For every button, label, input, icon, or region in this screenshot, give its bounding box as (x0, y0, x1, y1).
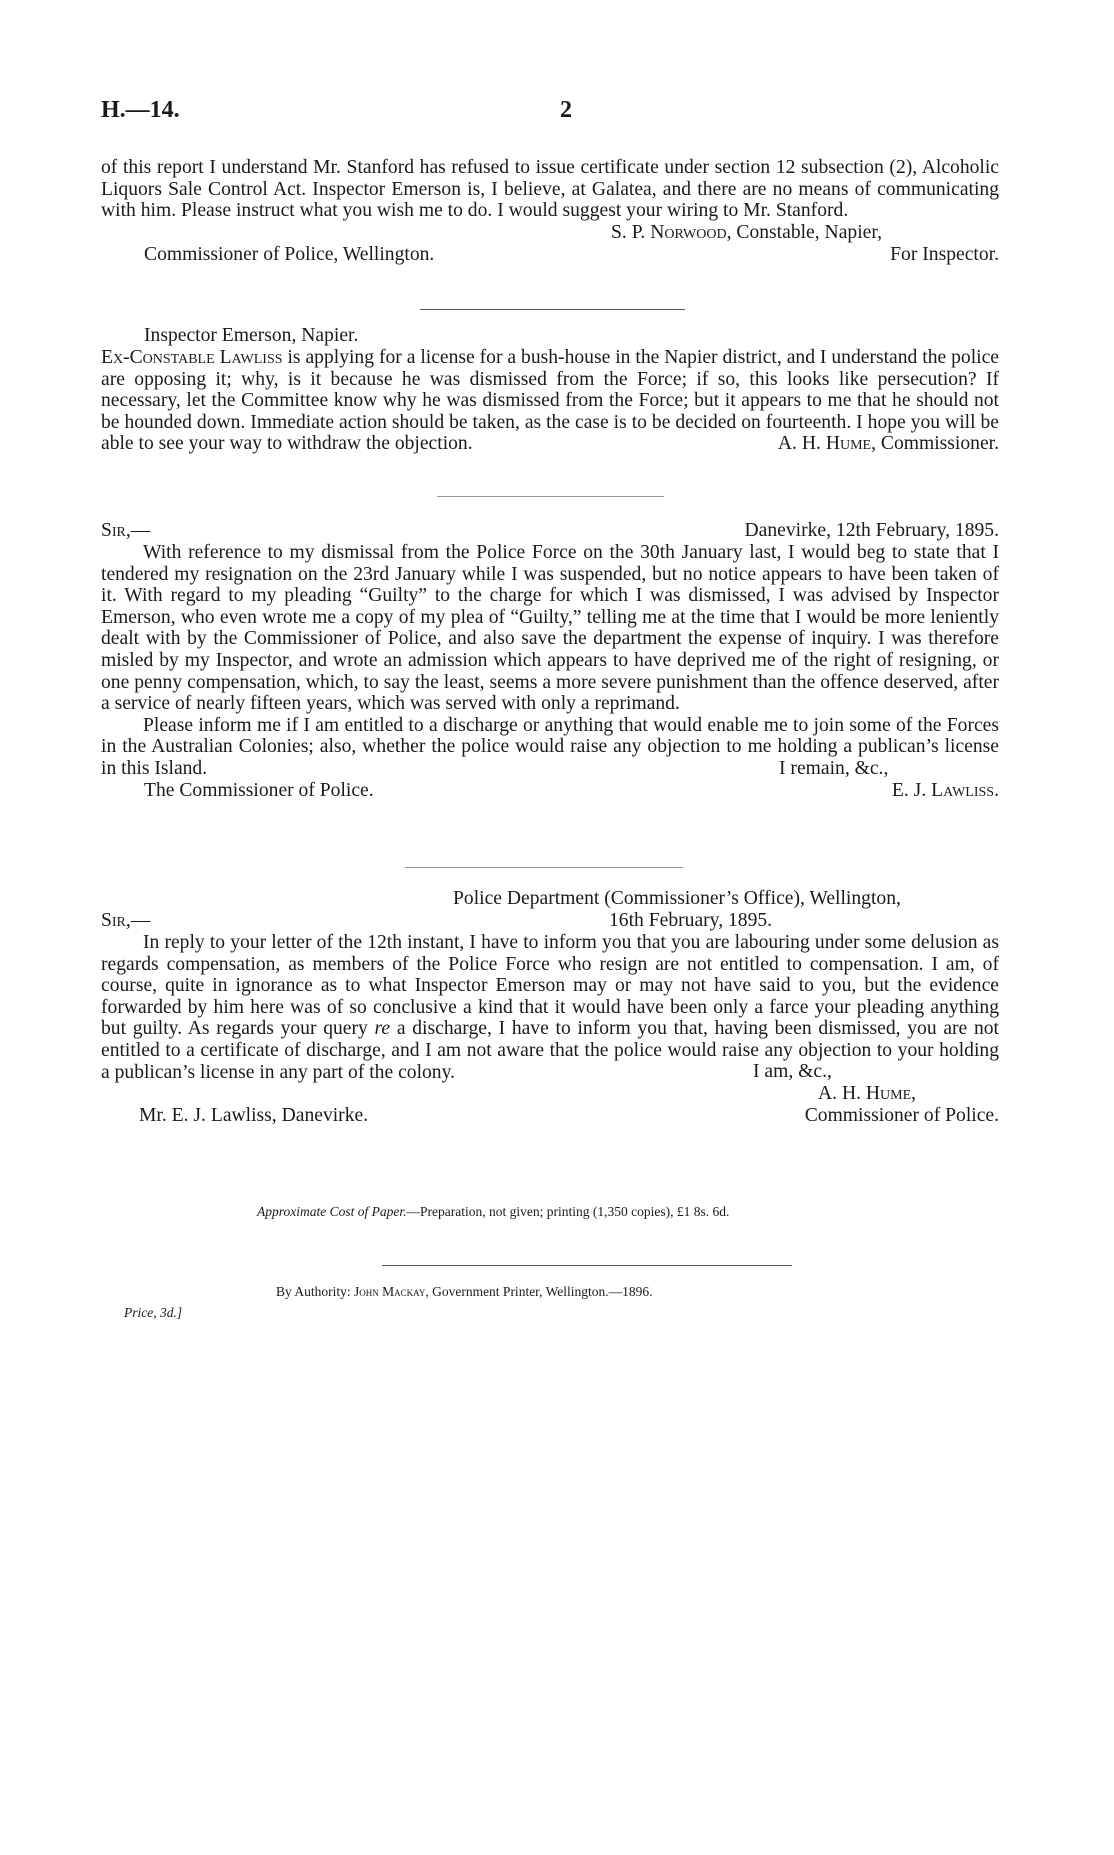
office-row (101, 888, 999, 910)
addressee: Mr. E. J. Lawliss, Danevirke. (139, 1105, 369, 1127)
letter-paragraph: With reference to my dismissal from the Police Force on the 30th January last, I would beg to state that I tendered my resignation on the 23rd January while I was suspended, but no notice appears to have been taken of it. With regard to my pleading “Guilty” to the charge for which I was dismissed, I was advised by Inspector Emerson, who even wrote me a copy of my plea of “Guilty,” telling me at the time that I would be more leniently dealt with by the Commissioner of Police, and also save the department the expense of inquiry. I was therefore misled by my Inspector, and wrote an admission which appears to have deprived me of the right of resigning, or one penny compensation, which, to say the least, seems a more severe punishment than the offence deserved, after a service of nearly fifteen years, which was served with only a reprimand. (101, 542, 999, 715)
addressee: Commissioner of Police, Wellington. (144, 243, 435, 265)
letter-paragraph: Please inform me if I am entitled to a discharge or anything that would enable me to join some of the Forces in the Australian Colonies; also, whether the police would raise any objection to me holding a publican’s license in this Island. (101, 714, 999, 779)
telegram-body: of this report I understand Mr. Stanford has refused to issue certificate under section 12 subsection (2), Alcoholic Liquors Sale Control Act. Inspector Emerson is, I believe, at Galatea, and there are no means of communicating with him. Please instruct what you wish me to do. I would suggest your wiring to Mr. Stanford. (101, 157, 999, 222)
signature: A. H. Hume, Commissioner. (777, 432, 999, 454)
closing-row (101, 758, 999, 780)
salutation-row (101, 520, 999, 542)
addressee-row (101, 1105, 999, 1127)
cost-note: Approximate Cost of Paper.—Preparation, not given; printing (1,350 copies), £1 8s. 6d. (257, 1204, 730, 1219)
addressee-row (101, 780, 999, 802)
letter-date: Danevirke, 12th February, 1895. (744, 520, 999, 541)
page-number: 2 (560, 97, 572, 123)
salutation: Sir,— (101, 910, 151, 931)
addressee: Inspector Emerson, Napier. (144, 325, 359, 346)
telegram-norwood (101, 157, 999, 266)
signature: S. P. Norwood, Constable, Napier, (611, 221, 882, 243)
letter-date: 16th February, 1895. (609, 910, 773, 931)
divider (420, 309, 685, 310)
signature-role: Commissioner of Police. (804, 1105, 999, 1127)
office: Police Department (Commissioner’s Office), Wellington, (453, 888, 901, 909)
letter-hume-reply (101, 888, 999, 1127)
closing-row (101, 1061, 999, 1083)
closing: I am, &c., (753, 1061, 832, 1083)
closing: I remain, &c., (779, 757, 889, 779)
addressee-row (101, 244, 999, 266)
signature-row (101, 222, 999, 244)
body-text: is applying for a license for a bush-house in the Napier district, and I understand the police are opposing it; why, is it because he was dismissed from the Force; if so, this looks like persecution? If necessary, let the Committee know why he was dismissed from the Force; but it appears to me that he should not be hounded down. Immediate action should be taken, as the case is to be decided on fourteenth. I hope you will be able to see your way to withdraw the objection. (101, 347, 999, 455)
salutation-row (101, 910, 999, 932)
signature-row (101, 433, 999, 455)
signature: E. J. Lawliss. (891, 779, 999, 801)
signature: A. H. Hume, (818, 1083, 917, 1105)
footer-rule (382, 1265, 792, 1266)
addressee: The Commissioner of Police. (144, 779, 374, 801)
signature-row (101, 1083, 999, 1105)
letter-lawliss (101, 520, 999, 802)
report-code: H.—14. (101, 97, 180, 123)
divider (437, 496, 664, 497)
addressee-row (101, 325, 999, 347)
authority-line: By Authority: John Mackay, Government Printer, Wellington.—1896. (276, 1284, 653, 1299)
salutation: Sir,— (101, 520, 151, 541)
lead-name: Ex-Constable Lawliss (101, 347, 283, 368)
telegram-hume (101, 325, 999, 455)
signature-role: For Inspector. (890, 243, 999, 265)
letter-paragraph: In reply to your letter of the 12th instant, I have to inform you that you are labouring under some delusion as regards compensation, as members of the Police Force who resign are not entitled to compensation. I am, of course, quite in ignorance as to what Inspector Emerson may or may not have said to you, but the evidence forwarded by him here was of so conclusive a kind that it would have been only a farce your pleading anything but guilty. As regards your query re a discharge, I have to inform you that, having been dismissed, you are not entitled to a certificate of discharge, and I am not aware that the police would raise any objection to your holding a publican’s license in any part of the colony. (101, 932, 999, 1083)
divider (405, 867, 683, 868)
price: Price, 3d.] (124, 1305, 183, 1320)
